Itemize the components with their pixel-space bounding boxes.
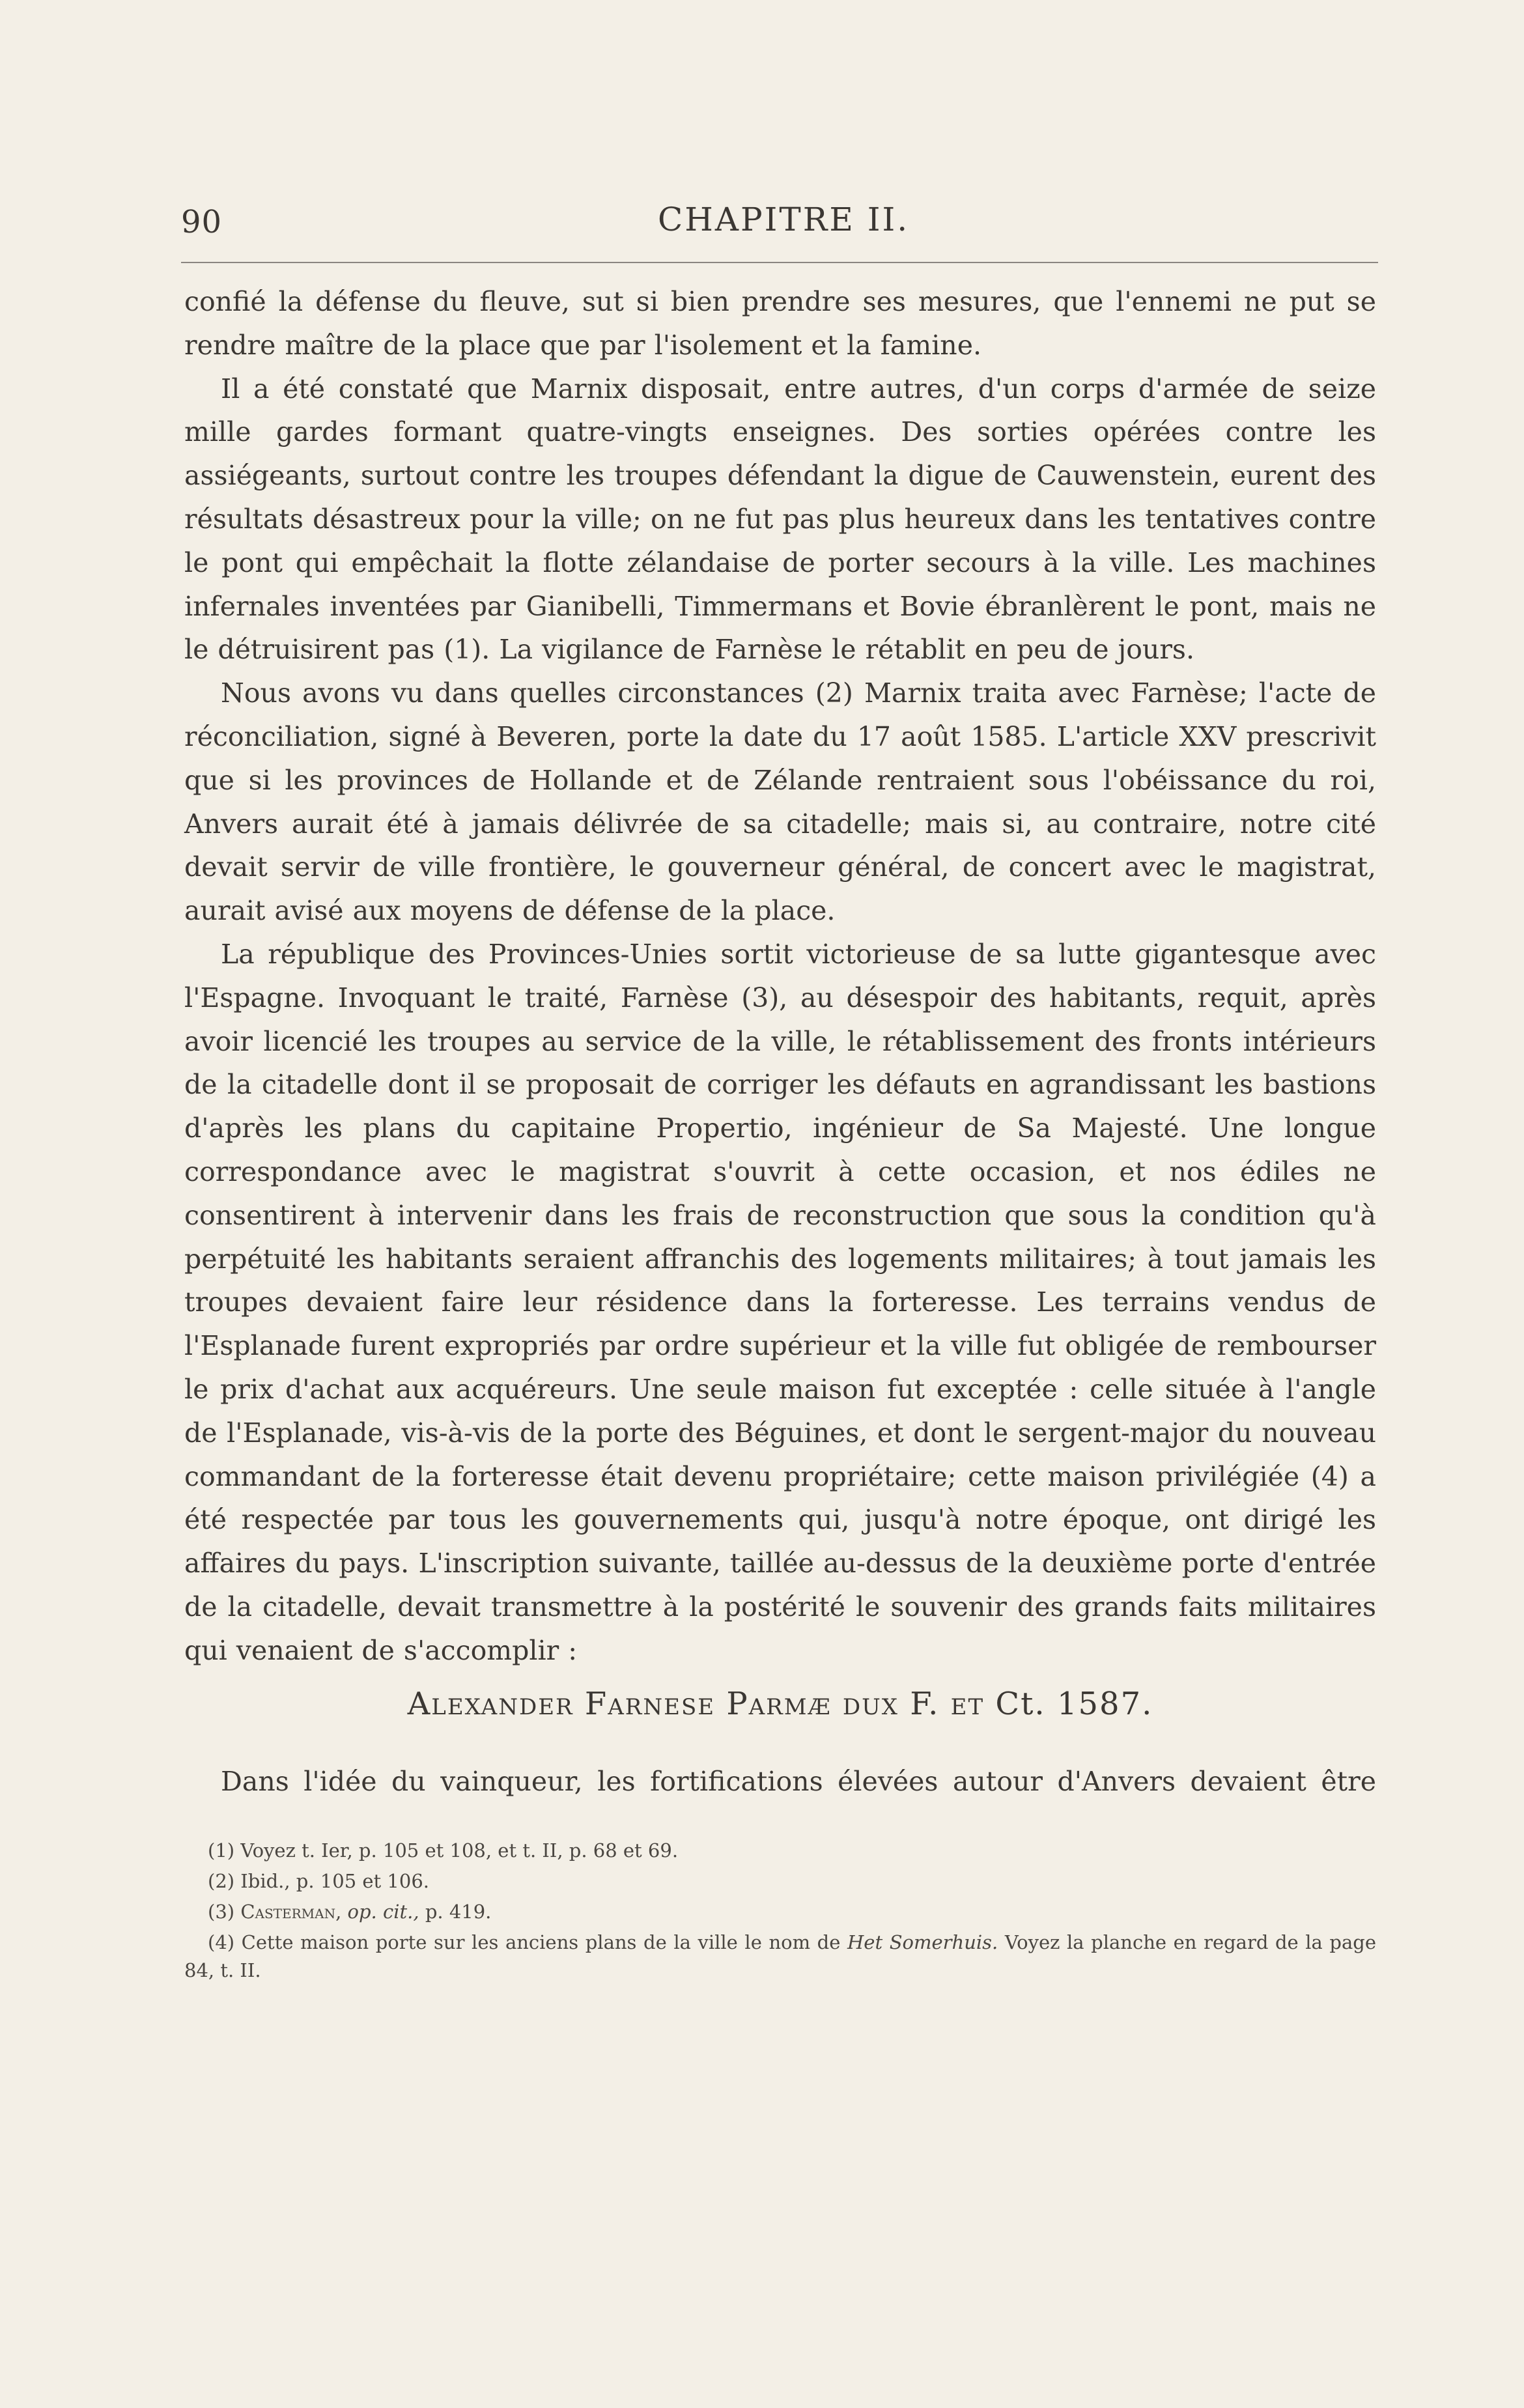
- running-title: CHAPITRE II.: [658, 201, 910, 238]
- footnote-4-name: Het Somerhuis.: [847, 1931, 998, 1953]
- paragraph: confié la défense du fleuve, sut si bien prendre ses mesures, que l'ennemi ne put se rendre maître de la place que par l'isolement et la famine.: [184, 286, 1376, 361]
- inscription-word: F.: [910, 1686, 940, 1722]
- footnote-3: [184, 1898, 1376, 1926]
- footnote-1: (1) Voyez t. Ier, p. 105 et 108, et t. II, p. 68 et 69.: [208, 1839, 679, 1862]
- footnote-4: [184, 1929, 1376, 1985]
- citadel-inscription: [184, 1686, 1376, 1722]
- inscription-word: Ct.: [995, 1686, 1046, 1722]
- inscription-word: Alexander: [407, 1686, 574, 1722]
- inscription-word: et: [950, 1686, 985, 1722]
- footnote-3-author: Casterman,: [240, 1901, 342, 1923]
- continuation-line: Dans l'idée du vainqueur, les fortifications élevées autour d'Anvers devaient être: [221, 1766, 1376, 1797]
- footnotes: [184, 1837, 1376, 1987]
- paragraph: Il a été constaté que Marnix disposait, entre autres, d'un corps d'armée de seize mille gardes formant quatre-vingts enseignes. Des sorties opérées contre les assiégeants, surtout contre les troupes défendant la digue de Cauwenstein, eurent des résultats désastreux pour la ville; on ne fut pas plus heureux dans les tentatives contre le pont qui empêchait la flotte zélandaise de porter secours à la ville. Les machines infernales inventées par Gianibelli, Timmermans et Bovie ébranlèrent le pont, mais ne le détruisirent pas (1). La vigilance de Farnèse le rétablit en peu de jours.: [184, 373, 1376, 666]
- header-rule: [181, 262, 1378, 263]
- inscription-word: Parmæ: [726, 1686, 832, 1722]
- paragraph: La république des Provinces-Unies sortit victorieuse de sa lutte gigantesque avec l'Espagne. Invoquant le traité, Farnèse (3), au désespoir des habitants, requit, après avoir licencié les troupes au service de la ville, le rétablissement des fronts intérieurs de la citadelle dont il se proposait de corriger les défauts en agrandissant les bastions d'après les plans du capitaine Propertio, ingénieur de Sa Majesté. Une longue correspondance avec le magistrat s'ouvrit à cette occasion, et nos édiles ne consentirent à intervenir dans les frais de reconstruction que sous la condition qu'à perpétuité les habitants seraient affranchis des logements militaires; à tout jamais les troupes devaient faire leur résidence dans la forteresse. Les terrains vendus de l'Esplanade furent expropriés par ordre supérieur et la ville fut obligée de rembourser le prix d'achat aux acquéreurs. Une seule maison fut exceptée : celle située à l'angle de l'Esplanade, vis-à-vis de la porte des Béguines, et dont le sergent-major du nouveau commandant de la forteresse était devenu propriétaire; cette maison privilégiée (4) a été respectée par tous les gouvernements qui, jusqu'à notre époque, ont dirigé les affaires du pays. L'inscription suivante, taillée au-dessus de la deuxième porte d'entrée de la citadelle, devait transmettre à la postérité le souvenir des grands faits militaires qui venaient de s'accomplir :: [184, 938, 1376, 1666]
- inscription-year: 1587.: [1056, 1686, 1153, 1722]
- inscription-word: Farnese: [584, 1686, 716, 1722]
- paragraph: Nous avons vu dans quelles circonstances (2) Marnix traita avec Farnèse; l'acte de réconciliation, signé à Beveren, porte la date du 17 août 1585. L'article XXV prescrivit que si les provinces de Hollande et de Zélande rentraient sous l'obéissance du roi, Anvers aurait été à jamais délivrée de sa citadelle; mais si, au contraire, notre cité devait servir de ville frontière, le gouverneur général, de concert avec le magistrat, aurait avisé aux moyens de défense de la place.: [184, 677, 1376, 927]
- footnote-2: (2) Ibid., p. 105 et 106.: [208, 1870, 429, 1892]
- footnote-3-number: (3): [208, 1901, 235, 1923]
- footnote-4-start: (4) Cette maison porte sur les anciens plans de la ville le nom de: [208, 1931, 841, 1953]
- page-number: 90: [181, 204, 223, 240]
- inscription-word: dux: [842, 1686, 899, 1722]
- footnote-3-ref: op. cit.,: [347, 1901, 419, 1923]
- footnote-3-page: p. 419.: [425, 1901, 492, 1923]
- main-text: [184, 280, 1376, 1673]
- footnote-4-end: Voyez la planche en regard de la page 84, t. II.: [184, 1931, 1377, 1981]
